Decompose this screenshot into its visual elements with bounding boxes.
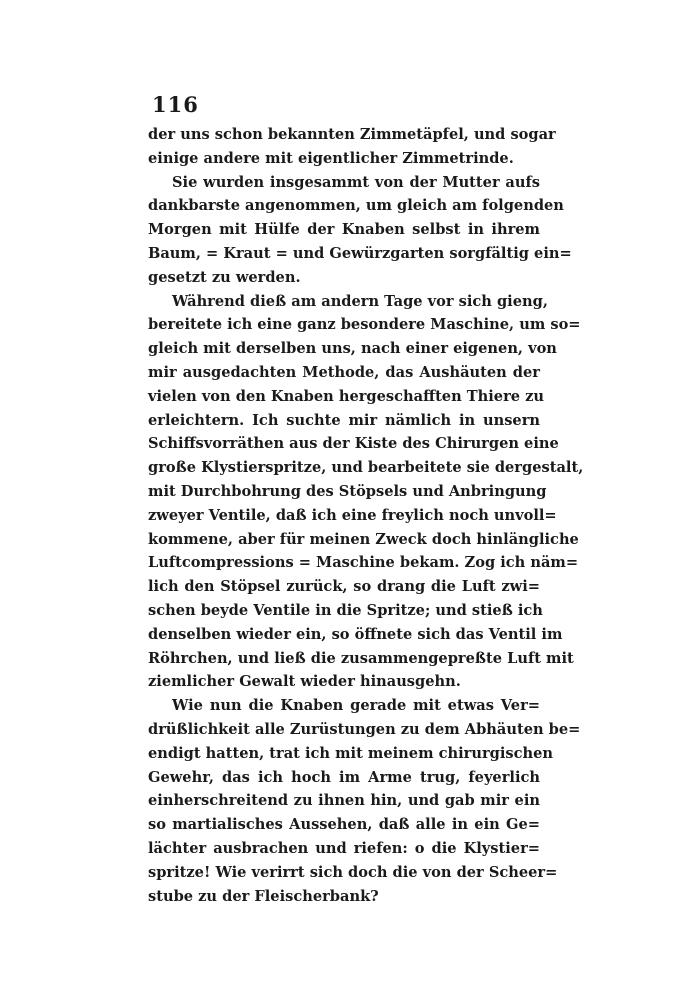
text-line: mir ausgedachten Methode, das Aushäuten der [148, 363, 540, 381]
text-line: lächter ausbrachen und riefen: o die Klystier= [148, 839, 540, 857]
text-line: zweyer Ventile, daß ich eine freylich noch unvoll= [148, 506, 557, 524]
body-text [148, 123, 584, 908]
text-line: gesetzt zu werden. [148, 268, 301, 286]
text-line: Schiffsvorräthen aus der Kiste des Chirurgen eine [148, 435, 559, 453]
text-line: erleichtern. Ich suchte mir nämlich in unsern [148, 411, 540, 429]
text-line: ziemlicher Gewalt wieder hinausgehn. [148, 673, 461, 691]
text-line: gleich mit derselben uns, nach einer eigenen, von [148, 340, 557, 358]
text-line: Gewehr, das ich hoch im Arme trug, feyerlich [148, 768, 540, 786]
text-line: Baum, = Kraut = und Gewürzgarten sorgfältig ein= [148, 244, 572, 262]
text-line: vielen von den Knaben hergeschafften Thiere zu [148, 387, 545, 405]
text-line: Morgen mit Hülfe der Knaben selbst in ihrem [148, 221, 540, 239]
text-line: große Klystierspritze, und bearbeitete sie dergestalt, [148, 459, 584, 477]
text-line: denselben wieder ein, so öffnete sich das Ventil im [148, 625, 563, 643]
text-line: lich den Stöpsel zurück, so drang die Luft zwi= [148, 578, 540, 596]
text-line: kommene, aber für meinen Zweck doch hinlängliche [148, 530, 579, 548]
paragraph-start-line: Wie nun die Knaben gerade mit etwas Ver= [172, 697, 540, 715]
text-line: einherschreitend zu ihnen hin, und gab mir ein [148, 792, 540, 810]
page-number: 116 [152, 92, 199, 117]
text-line: drüßlichkeit alle Zurüstungen zu dem Abhäuten be= [148, 720, 581, 738]
paragraph-start-line: Während dieß am andern Tage vor sich gieng, [172, 292, 548, 310]
text-line: der uns schon bekannten Zimmetäpfel, und sogar [148, 126, 556, 143]
text-line: so martialisches Aussehen, daß alle in ein Ge= [148, 816, 540, 834]
text-line: endigt hatten, trat ich mit meinem chirurgischen [148, 744, 553, 762]
paragraph-start-line: Sie wurden insgesammt von der Mutter aufs [172, 173, 540, 191]
text-line: Röhrchen, und ließ die zusammengepreßte Luft mit [148, 649, 574, 667]
text-line: Luftcompressions = Maschine bekam. Zog ich näm= [148, 554, 579, 572]
text-line: bereitete ich eine ganz besondere Maschine, um so= [148, 316, 581, 334]
text-line: schen beyde Ventile in die Spritze; und stieß ich [148, 601, 543, 619]
text-line: einige andere mit eigentlicher Zimmetrinde. [148, 149, 514, 167]
text-line: dankbarste angenommen, um gleich am folgenden [148, 197, 564, 215]
text-line: spritze! Wie verirrt sich doch die von der Scheer= [148, 863, 558, 881]
text-line: mit Durchbohrung des Stöpsels und Anbringung [148, 482, 547, 500]
text-line: stube zu der Fleischerbank? [148, 887, 379, 905]
